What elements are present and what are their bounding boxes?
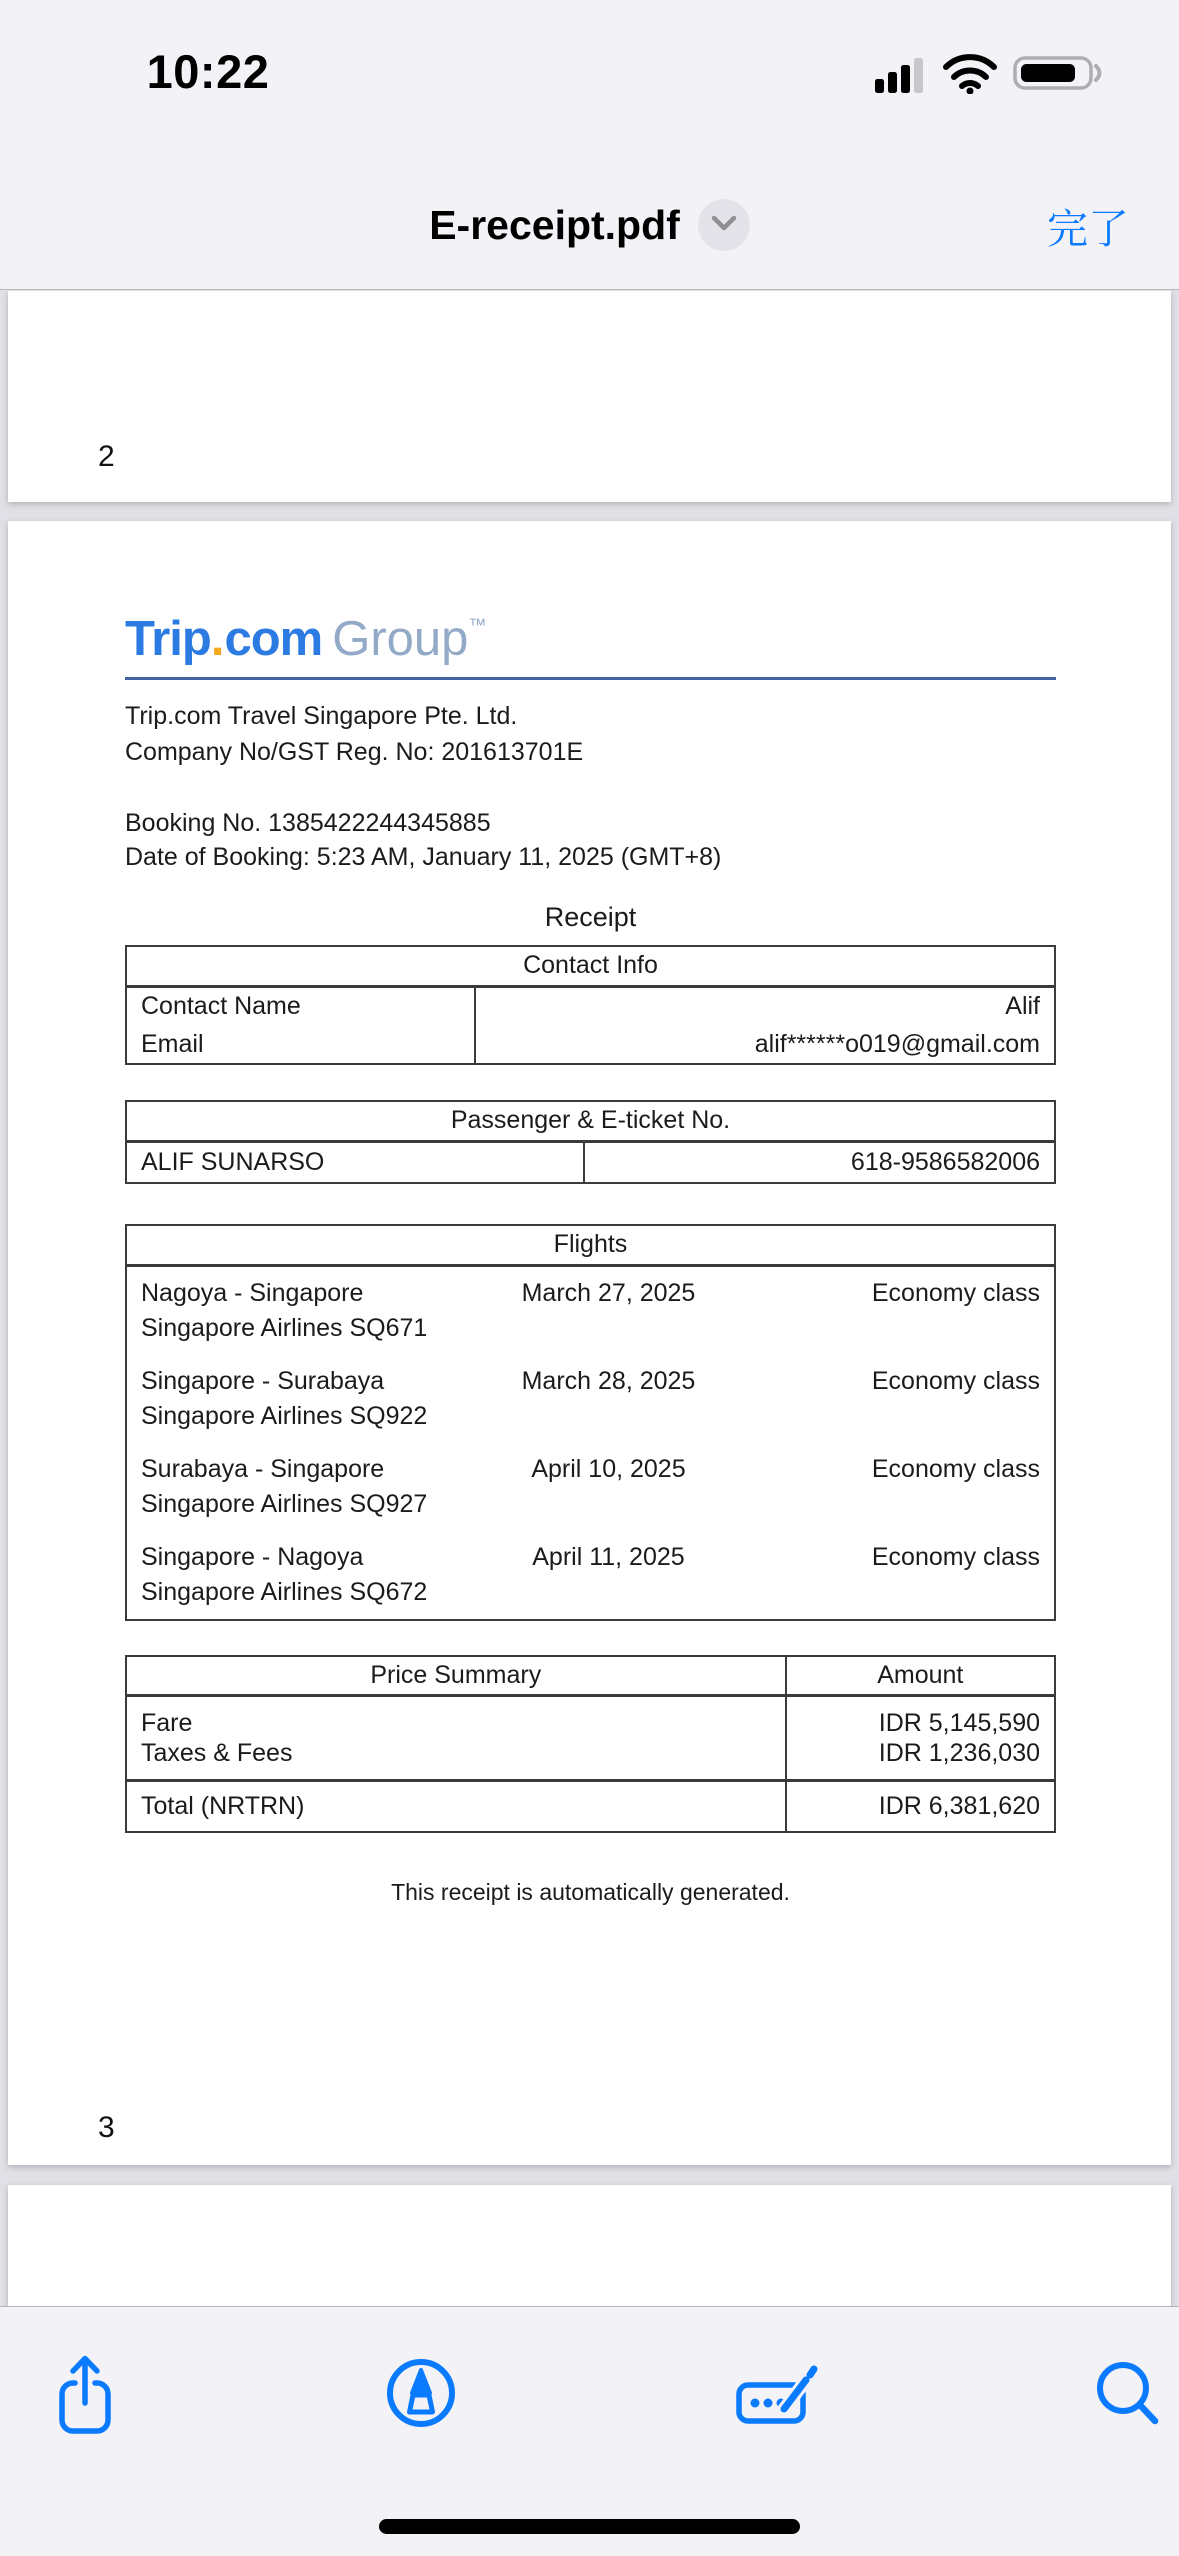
- page-number: 3: [98, 2111, 115, 2144]
- taxes-label: Taxes & Fees: [126, 1738, 786, 1780]
- booking-number: Booking No. 1385422244345885: [125, 809, 491, 837]
- page-number: 2: [98, 440, 115, 473]
- cellular-signal-icon: [875, 53, 927, 98]
- contact-info-header: Contact Info: [126, 946, 1055, 986]
- battery-icon: [1013, 53, 1105, 98]
- nav-title-group: [0, 190, 1179, 260]
- company-name: Trip.com Travel Singapore Pte. Ltd.: [125, 702, 518, 730]
- table-row: [126, 1141, 1055, 1183]
- contact-info-table: [125, 945, 1056, 1065]
- markup-pen-icon: [383, 2355, 459, 2436]
- status-icons: [875, 52, 1105, 99]
- title-menu-button[interactable]: [698, 199, 750, 251]
- flight-class: Economy class: [871, 1278, 1040, 1307]
- pdf-page-3: [8, 521, 1171, 2165]
- status-time: 10:22: [146, 45, 270, 98]
- auto-generated-note: This receipt is automatically generated.: [391, 1879, 790, 1905]
- taxes-amount: IDR 1,236,030: [786, 1738, 1055, 1780]
- top-chrome: [0, 0, 1179, 290]
- total-label: Total (NRTRN): [126, 1780, 786, 1832]
- table-row: [126, 1531, 1055, 1620]
- table-row: [126, 986, 1055, 1025]
- share-icon: [49, 2351, 121, 2440]
- flight-date: April 10, 2025: [531, 1454, 686, 1483]
- passenger-name: ALIF SUNARSO: [126, 1141, 584, 1183]
- flight-class: Economy class: [871, 1542, 1040, 1571]
- fare-amount: IDR 5,145,590: [786, 1696, 1055, 1739]
- flight-route: Nagoya - Singapore: [141, 1278, 364, 1307]
- markup-button[interactable]: [379, 2353, 463, 2437]
- flight-carrier: Singapore Airlines SQ927: [141, 1489, 428, 1518]
- table-row: [126, 1025, 1055, 1064]
- fill-form-button[interactable]: [735, 2353, 819, 2437]
- flight-date: March 28, 2025: [521, 1366, 696, 1395]
- passenger-eticket-table: [125, 1100, 1056, 1184]
- booking-date: Date of Booking: 5:23 AM, January 11, 2025 (GMT+8): [125, 843, 722, 871]
- table-row: [126, 1265, 1055, 1355]
- search-button[interactable]: [1086, 2353, 1170, 2437]
- flight-carrier: Singapore Airlines SQ922: [141, 1401, 428, 1430]
- flight-route: Surabaya - Singapore: [141, 1454, 385, 1483]
- chevron-down-icon: [711, 214, 737, 237]
- receipt-document: [125, 521, 1056, 1906]
- flight-route: Singapore - Surabaya: [141, 1366, 385, 1395]
- home-indicator[interactable]: [379, 2519, 800, 2534]
- logo-text-trip: Trip: [125, 612, 211, 666]
- receipt-title: Receipt: [544, 902, 637, 932]
- fare-label: Fare: [126, 1696, 786, 1739]
- share-button[interactable]: [43, 2353, 127, 2437]
- logo-trademark: ™: [468, 615, 487, 635]
- flight-carrier: Singapore Airlines SQ672: [141, 1577, 428, 1606]
- price-summary-header: Price Summary: [126, 1656, 786, 1696]
- flight-class: Economy class: [871, 1454, 1040, 1483]
- table-row: [126, 1355, 1055, 1443]
- flight-date: March 27, 2025: [521, 1278, 696, 1307]
- email-value: alif******o019@gmail.com: [475, 1025, 1055, 1064]
- passenger-header: Passenger & E-ticket No.: [126, 1101, 1055, 1141]
- form-fill-pencil-icon: [734, 2351, 820, 2440]
- table-row: [126, 1738, 1055, 1780]
- amount-header: Amount: [786, 1656, 1055, 1696]
- document-title: E-receipt.pdf: [429, 201, 680, 248]
- price-summary-table: [125, 1655, 1056, 1834]
- flight-carrier: Singapore Airlines SQ671: [141, 1313, 428, 1342]
- search-icon: [1092, 2357, 1164, 2434]
- table-row: [126, 1443, 1055, 1531]
- logo-dot: .: [210, 612, 225, 666]
- flight-route: Singapore - Nagoya: [141, 1542, 364, 1571]
- pdf-scroll-area[interactable]: [0, 291, 1179, 2306]
- flights-table: [125, 1224, 1056, 1621]
- logo-text-group: Group: [332, 612, 469, 666]
- contact-name-value: Alif: [475, 986, 1055, 1025]
- wifi-icon: [941, 52, 999, 99]
- table-row: [126, 1696, 1055, 1739]
- eticket-number: 618-9586582006: [584, 1141, 1055, 1183]
- pdf-page-4: [8, 2185, 1171, 2306]
- email-label: Email: [126, 1025, 475, 1064]
- table-row: [126, 1780, 1055, 1832]
- contact-name-label: Contact Name: [126, 986, 475, 1025]
- total-amount: IDR 6,381,620: [786, 1780, 1055, 1832]
- tripcom-group-logo: [125, 597, 1056, 667]
- flight-date: April 11, 2025: [532, 1542, 685, 1571]
- done-button[interactable]: 完了: [1047, 206, 1129, 252]
- flights-header: Flights: [126, 1225, 1055, 1265]
- flight-class: Economy class: [871, 1366, 1040, 1395]
- logo-text-com: com: [224, 612, 323, 666]
- pdf-page-2: [8, 291, 1171, 502]
- logo-divider-rule: [125, 677, 1056, 680]
- company-registration: Company No/GST Reg. No: 201613701E: [125, 738, 584, 766]
